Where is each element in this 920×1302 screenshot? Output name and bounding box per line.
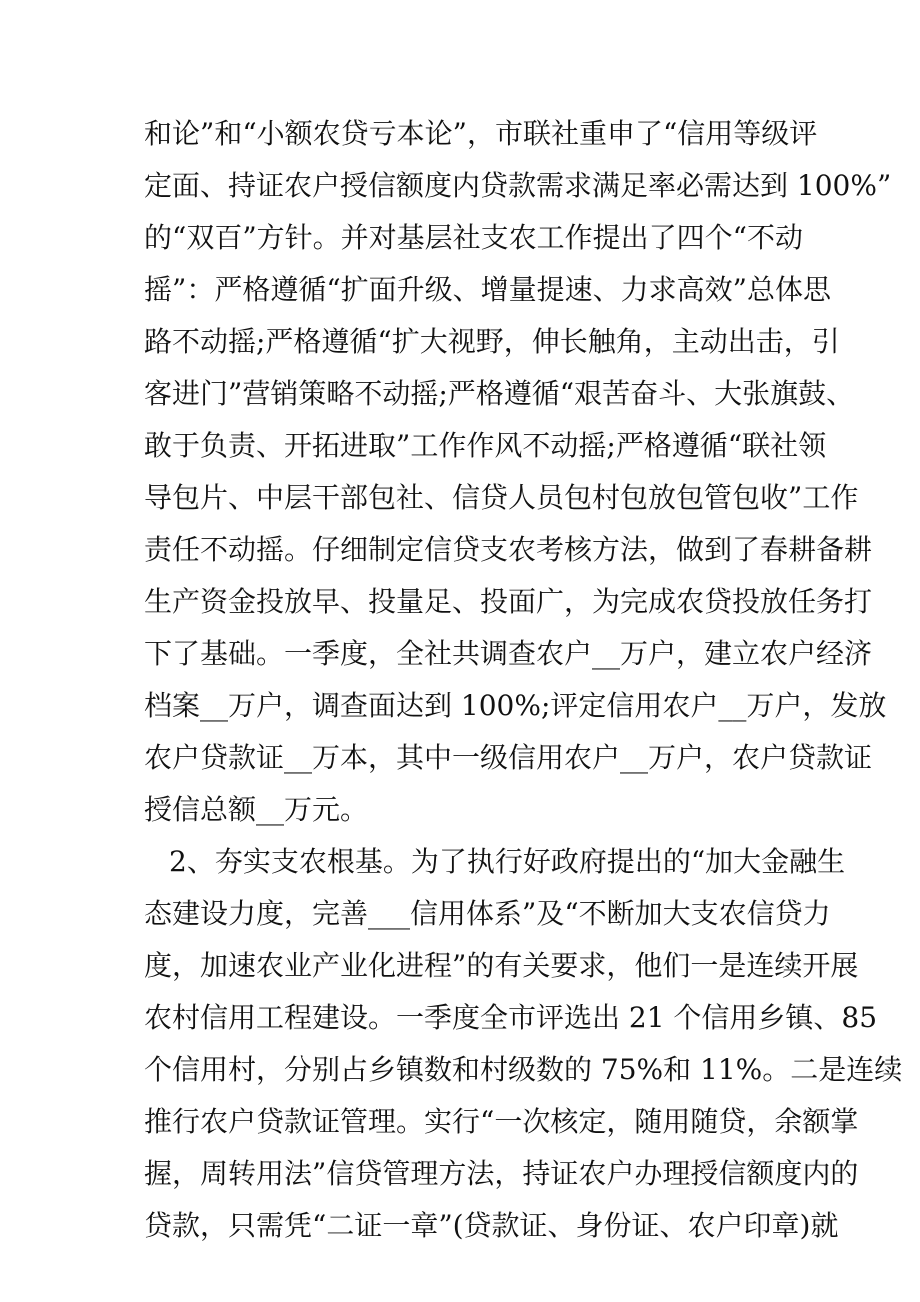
text-line: 定面、持证农户授信额度内贷款需求满足率必需达到 100%” [144,169,892,202]
text-line: 生产资金投放早、投量足、投面广，为完成农贷投放任务打 [144,585,873,618]
text-line: 态建设力度，完善___信用体系”及“不断加大支农信贷力 [144,897,831,930]
text-line: 客进门”营销策略不动摇;严格遵循“艰苦奋斗、大张旗鼓、 [144,377,855,410]
text-line: 农户贷款证__万本，其中一级信用农户__万户，农户贷款证 [144,741,873,774]
text-line: 农村信用工程建设。一季度全市评选出 21 个信用乡镇、85 [144,1001,878,1034]
text-line: 档案__万户，调查面达到 100%;评定信用农户__万户，发放 [144,689,887,722]
text-line: 责任不动摇。仔细制定信贷支农考核方法，做到了春耕备耕 [144,533,873,566]
text-line: 敢于负责、开拓进取”工作作风不动摇;严格遵循“联社领 [144,429,827,462]
text-line: 推行农户贷款证管理。实行“一次核定，随用随贷，余额掌 [144,1105,859,1138]
text-line: 度，加速农业产业化进程”的有关要求，他们一是连续开展 [144,949,859,982]
text-line: 贷款，只需凭“二证一章”(贷款证、身份证、农户印章)就 [144,1209,839,1242]
text-line: 导包片、中层干部包社、信贷人员包村包放包管包收”工作 [144,481,859,514]
text-line: 个信用村，分别占乡镇数和村级数的 75%和 11%。二是连续 [144,1053,903,1086]
paragraph-first-line: 2、夯实支农根基。为了执行好政府提出的“加大金融生 [169,845,846,878]
text-line: 摇”：严格遵循“扩面升级、增量提速、力求高效”总体思 [144,273,831,306]
text-line: 的“双百”方针。并对基层社支农工作提出了四个“不动 [144,221,803,254]
text-line: 握，周转用法”信贷管理方法，持证农户办理授信额度内的 [144,1157,859,1190]
text-line: 和论”和“小额农贷亏本论”，市联社重申了“信用等级评 [144,117,818,150]
text-line: 路不动摇;严格遵循“扩大视野，伸长触角，主动出击，引 [144,325,840,358]
text-line: 下了基础。一季度，全社共调查农户__万户，建立农户经济 [144,637,873,670]
text-line: 授信总额__万元。 [144,793,369,826]
